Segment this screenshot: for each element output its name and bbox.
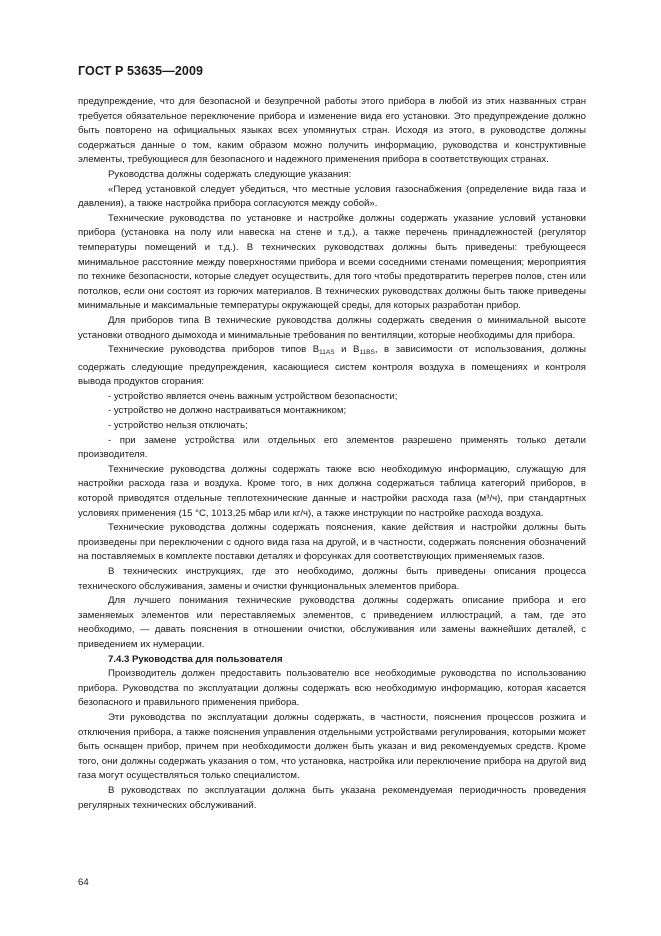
list-item: - устройство нельзя отключать; — [108, 420, 248, 432]
subscript: 11BS — [359, 349, 375, 357]
section-heading: 7.4.3 Руководства для пользователя — [108, 653, 283, 665]
paragraph: В технических инструкциях, где это необходимо, должны быть приведены описания процесса технического обслуживания, замены и очистки функциональных элементов прибора. — [78, 566, 586, 592]
text-run: Технические руководства приборов типов В — [108, 344, 320, 356]
document-body — [78, 95, 586, 813]
page-number: 64 — [78, 877, 89, 888]
paragraph: Технические руководства по установке и настройке должны содержать указание условий установки прибора (установка на полу или навеска на стене и т.д.), а также перечень принадлежностей (регулятор температуры помещений и т.д.). В технических руководствах должны быть приведены: требующееся минимальное расстояние между поверхностями прибора и всеми соседними стенами помещения; мероприятия по технике безопасности, которые следует осуществить, для того чтобы предотвратить перегрев полов, стен или потолков, если они состоят из горючих материалов. В технических руководствах должны быть также приведены минимальные и максимальные температуры окружающей среды, для которых разработан прибор. — [78, 212, 586, 312]
paragraph-burner-types — [78, 343, 586, 390]
paragraph: «Перед установкой следует убедиться, что местные условия газоснабжения (определение вида газа и давления), а также настройка прибора согласуются между собой». — [78, 183, 586, 210]
paragraph: предупреждение, что для безопасной и безупречной работы этого прибора в любой из этих названных стран требуется обязательное переключение прибора и изменение вида его установки. Это предупреждение должно быть повторено на официальных языках всех упомянутых стран. Исходя из этого, в руководстве должны содержаться данные о том, каким образом можно получить информацию, руководства и конструктивные элементы, требующиеся для безопасного и надежного применения прибора в соответствующих странах. — [78, 96, 586, 166]
paragraph: Технические руководства должны содержать также всю необходимую информацию, служащую для настройки расхода газа и воздуха. Кроме того, в них должна содержаться таблица категорий приборов, в которой приводятся отдельные теплотехнические данные и настройки расхода газа (м³/ч), при стандартных условиях применения (15 °С, 1013,25 мбар или кг/ч), а также инструкции по настройке расхода воздуха. — [78, 463, 586, 519]
list-item: - устройство является очень важным устройством безопасности; — [108, 390, 398, 402]
paragraph: Руководства должны содержать следующие указания: — [108, 168, 352, 180]
list-item: - при замене устройства или отдельных его элементов разрешено применять только детали производителя. — [78, 434, 586, 461]
paragraph: Производитель должен предоставить пользователю все необходимые руководства по использованию прибора. Руководства по эксплуатации должны содержать всю необходимую информацию, которая касается безопасного и правильного применения прибора. — [78, 668, 586, 709]
text-run: и В — [334, 344, 360, 356]
text-run: , в зависимости от использования, должны содержать следующие предупреждения, касающиеся систем контроля воздуха в помещениях и контроля вывода продуктов сгорания: — [78, 344, 586, 388]
paragraph: Для приборов типа В технические руководства должны содержать сведения о минимальной высоте установки отводного дымохода и минимальные требования по вентиляции, которые необходимы для прибора. — [78, 314, 586, 341]
list-item: - устройство не должно настраиваться монтажником; — [108, 405, 347, 417]
paragraph: В руководствах по эксплуатации должна быть указана рекомендуемая периодичность проведения регулярных технических обслуживаний. — [78, 784, 586, 811]
document-header: ГОСТ Р 53635—2009 — [78, 64, 204, 78]
paragraph: Технические руководства должны содержать пояснения, какие действия и настройки должны быть произведены при переключении с одного вида газа на другой, и в частности, содержать пояснения обозначений на поставляемых в комплекте поставки деталях и форсунках для соответствующих применяемых газов. — [78, 522, 586, 563]
paragraph: Для лучшего понимания технические руководства должны содержать описание прибора и его заменяемых элементов или переставляемых элементов, с приведением иллюстраций, а там, где это необходимо, — давать пояснения в отношении очистки, обслуживания или замены важнейших деталей, с приведением их нумерации. — [78, 595, 586, 650]
subscript: 11AS — [319, 349, 335, 357]
paragraph: Эти руководства по эксплуатации должны содержать, в частности, пояснения процессов розжига и отключения прибора, а также пояснения управления отдельными устройствами регулирования, которыми может быть оснащен прибор, причем при необходимости должен быть указан и вид рекомендуемых средств. Кроме того, они должны содержать указания о том, что установка, настройка или переключение прибора на другой вид газа могут осуществляться только специалистом. — [78, 711, 586, 782]
